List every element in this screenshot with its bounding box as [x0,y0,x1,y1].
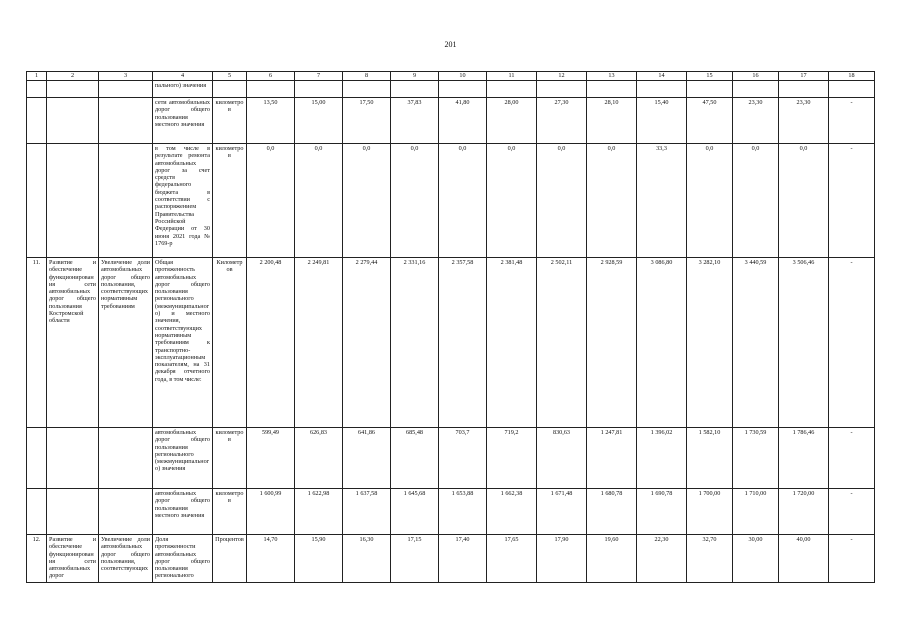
value-cell: 1 720,00 [779,489,829,535]
value-cell [439,81,487,98]
column-header: 7 [295,72,343,81]
value-cell: 1 247,81 [587,428,637,489]
column-header: 4 [153,72,213,81]
value-cell: 2 357,58 [439,258,487,428]
value-cell: 23,30 [779,98,829,144]
value-cell: 626,83 [295,428,343,489]
goal-cell [99,144,153,258]
value-cell: 0,0 [779,144,829,258]
value-cell: 23,30 [733,98,779,144]
column-header: 17 [779,72,829,81]
value-cell: 3 086,80 [637,258,687,428]
value-cell: 2 502,11 [537,258,587,428]
value-cell [587,81,637,98]
value-cell: 37,83 [391,98,439,144]
value-cell: 2 331,16 [391,258,439,428]
value-cell: 40,00 [779,535,829,583]
value-cell: 27,30 [537,98,587,144]
unit-cell [213,81,247,98]
unit-cell: километров [213,489,247,535]
row-number [27,428,47,489]
note-cell: - [829,535,875,583]
value-cell: 1 671,48 [537,489,587,535]
task-cell: Развитие и обеспечение функционирования сети автомобильных дорог общего пользования Костромской области [47,258,99,428]
value-cell: 17,50 [343,98,391,144]
task-cell [47,98,99,144]
note-cell: - [829,489,875,535]
value-cell: 0,0 [687,144,733,258]
value-cell: 22,30 [637,535,687,583]
goal-cell [99,428,153,489]
value-cell: 1 600,99 [247,489,295,535]
indicator-cell: автомобильных дорог общего пользования регионального (межмуниципального) значения [153,428,213,489]
value-cell: 17,40 [439,535,487,583]
row-number: 11. [27,258,47,428]
task-cell: Развитие и обеспечение функционирования сети автомобильных дорог [47,535,99,583]
value-cell: 13,50 [247,98,295,144]
value-cell: 830,63 [537,428,587,489]
table-row [27,489,875,535]
value-cell [779,81,829,98]
value-cell [733,81,779,98]
value-cell: 2 928,59 [587,258,637,428]
task-cell [47,81,99,98]
row-number [27,98,47,144]
column-header: 12 [537,72,587,81]
value-cell: 599,49 [247,428,295,489]
value-cell: 703,7 [439,428,487,489]
value-cell: 0,0 [439,144,487,258]
value-cell [391,81,439,98]
value-cell: 1 690,78 [637,489,687,535]
indicator-cell: Доля протяженности автомобильных дорог общего пользования регионального [153,535,213,583]
table-row [27,144,875,258]
value-cell: 47,50 [687,98,733,144]
column-header: 15 [687,72,733,81]
column-header: 16 [733,72,779,81]
value-cell: 1 645,68 [391,489,439,535]
value-cell: 15,90 [295,535,343,583]
indicators-table [26,71,875,583]
value-cell [343,81,391,98]
goal-cell [99,98,153,144]
value-cell: 30,00 [733,535,779,583]
value-cell: 1 786,46 [779,428,829,489]
column-header: 2 [47,72,99,81]
value-cell [637,81,687,98]
value-cell: 1 637,58 [343,489,391,535]
value-cell [687,81,733,98]
indicator-cell: автомобильных дорог общего пользования местного значения [153,489,213,535]
value-cell: 1 396,02 [637,428,687,489]
value-cell: 32,70 [687,535,733,583]
task-cell [47,489,99,535]
value-cell: 2 200,48 [247,258,295,428]
value-cell: 2 279,44 [343,258,391,428]
column-header: 10 [439,72,487,81]
value-cell: 0,0 [343,144,391,258]
column-header: 1 [27,72,47,81]
column-header: 3 [99,72,153,81]
value-cell: 17,90 [537,535,587,583]
value-cell: 14,70 [247,535,295,583]
goal-cell: Увеличение доли автомобильных дорог общего пользования, соответствующих [99,535,153,583]
note-cell: - [829,98,875,144]
note-cell: - [829,144,875,258]
value-cell: 1 700,00 [687,489,733,535]
table-row [27,81,875,98]
value-cell: 0,0 [487,144,537,258]
value-cell: 3 506,46 [779,258,829,428]
value-cell: 17,15 [391,535,439,583]
value-cell: 28,00 [487,98,537,144]
table-row [27,258,875,428]
unit-cell: километров [213,428,247,489]
goal-cell [99,489,153,535]
value-cell: 1 582,10 [687,428,733,489]
value-cell: 1 653,88 [439,489,487,535]
row-number: 12. [27,535,47,583]
indicator-cell: пального) значения [153,81,213,98]
value-cell: 15,00 [295,98,343,144]
value-cell: 719,2 [487,428,537,489]
value-cell: 1 680,78 [587,489,637,535]
note-cell: - [829,428,875,489]
value-cell: 0,0 [391,144,439,258]
value-cell: 17,65 [487,535,537,583]
value-cell: 1 622,98 [295,489,343,535]
value-cell: 641,86 [343,428,391,489]
note-cell: - [829,258,875,428]
task-cell [47,428,99,489]
value-cell: 3 282,10 [687,258,733,428]
unit-cell: Километров [213,258,247,428]
column-header: 6 [247,72,295,81]
value-cell: 15,40 [637,98,687,144]
note-cell [829,81,875,98]
value-cell: 2 249,81 [295,258,343,428]
indicator-cell: Общая протяженность автомобильных дорог общего пользования регионального (межмуниципального) и местного значения, соответствующих нормативным требованиям к транспортно-эксплуатационным показателям, на 31 декабря отчетного года, в том числе: [153,258,213,428]
column-header: 9 [391,72,439,81]
page-number: 201 [444,40,457,49]
value-cell: 16,30 [343,535,391,583]
value-cell: 19,60 [587,535,637,583]
value-cell: 28,10 [587,98,637,144]
value-cell: 41,80 [439,98,487,144]
unit-cell: километров [213,98,247,144]
value-cell: 1 710,00 [733,489,779,535]
indicator-cell: в том числе в результате ремонта автомобильных дорог за счет средств федерального бюджета в соответствии с распоряжением Правительства Российской Федерации от 30 июня 2021 года № 1769-р [153,144,213,258]
value-cell [247,81,295,98]
value-cell: 685,48 [391,428,439,489]
column-header: 5 [213,72,247,81]
row-number [27,144,47,258]
column-header: 13 [587,72,637,81]
value-cell: 1 662,38 [487,489,537,535]
table-row [27,428,875,489]
value-cell: 1 730,59 [733,428,779,489]
table-row [27,98,875,144]
indicator-cell: сети автомобильных дорог общего пользования местного значения [153,98,213,144]
value-cell [487,81,537,98]
value-cell [295,81,343,98]
value-cell: 0,0 [587,144,637,258]
table-row [27,535,875,583]
value-cell [537,81,587,98]
column-header: 11 [487,72,537,81]
value-cell: 0,0 [247,144,295,258]
value-cell: 2 381,48 [487,258,537,428]
row-number [27,489,47,535]
column-number-row [27,72,875,81]
row-number [27,81,47,98]
goal-cell [99,81,153,98]
value-cell: 0,0 [733,144,779,258]
task-cell [47,144,99,258]
value-cell: 3 440,59 [733,258,779,428]
column-header: 8 [343,72,391,81]
value-cell: 0,0 [537,144,587,258]
goal-cell: Увеличение доли автомобильных дорог общего пользования, соответствующих нормативным требованиям [99,258,153,428]
column-header: 14 [637,72,687,81]
value-cell: 33,3 [637,144,687,258]
unit-cell: километров [213,144,247,258]
value-cell: 0,0 [295,144,343,258]
unit-cell: Процентов [213,535,247,583]
column-header: 18 [829,72,875,81]
